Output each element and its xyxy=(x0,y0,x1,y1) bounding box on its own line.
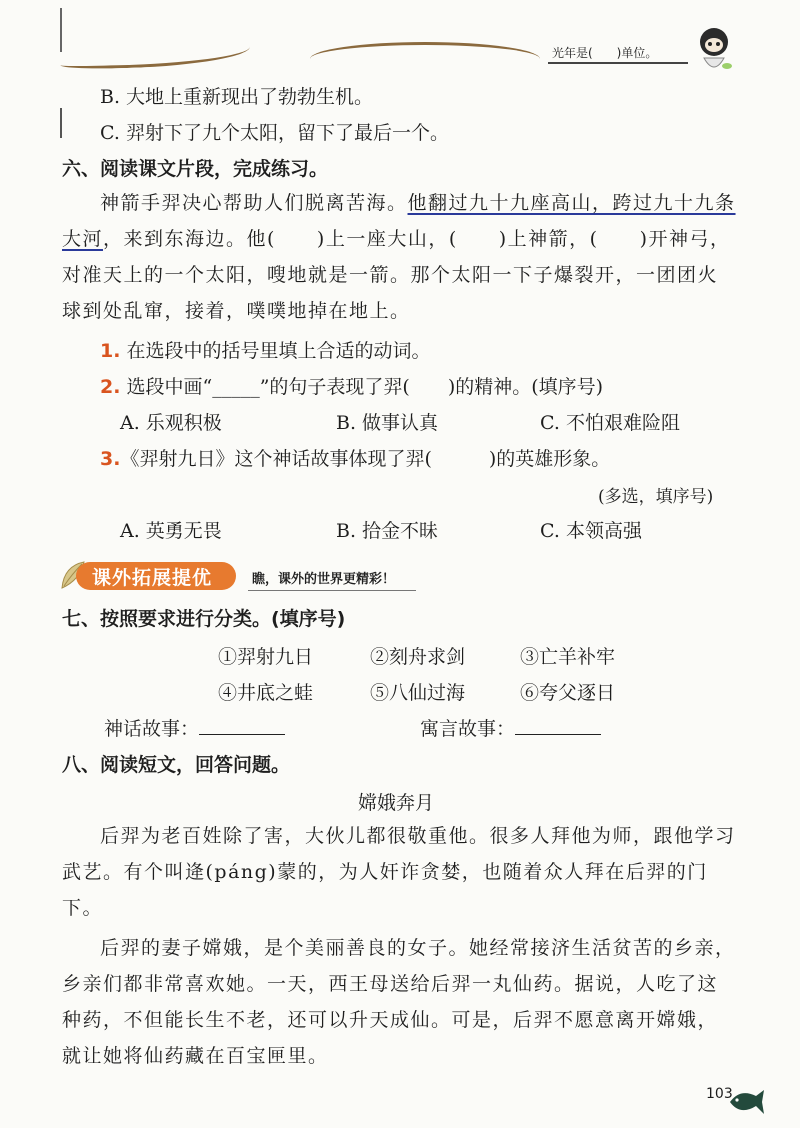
category-item-2: ②刻舟求剑 xyxy=(370,646,466,668)
q6-2-option-a: A. 乐观积极 xyxy=(120,412,222,434)
q6-2-option-b: B. 做事认真 xyxy=(336,412,439,434)
fish-icon xyxy=(726,1084,766,1118)
margin-mark xyxy=(60,8,62,52)
extension-banner-title: 课外拓展提优 xyxy=(92,567,213,589)
passage-6-part-b: ，来到东海边。他( )上一座大山，( )上神箭，( )开神弓，对准天上的一个太阳，嗖地就是一箭。那个太阳一下子爆裂开，一团团火球到处乱窜，接着，噗噗地掉在地上。 xyxy=(62,228,731,322)
q6-3: 3.《羿射九日》这个神话故事体现了羿( )的英雄形象。 xyxy=(100,448,611,470)
margin-mark xyxy=(60,108,62,138)
passage-6 xyxy=(62,185,738,329)
header-decoration-left xyxy=(60,37,251,71)
header-decoration-mid xyxy=(310,42,540,59)
section-6-title: 六、阅读课文片段，完成练习。 xyxy=(62,158,329,180)
banner-rule xyxy=(248,590,416,591)
myth-label: 神话故事： xyxy=(104,714,285,741)
story-title: 嫦娥奔月 xyxy=(358,792,435,814)
q5-option-b: B. 大地上重新现出了勃勃生机。 xyxy=(100,86,374,108)
story-paragraph-1: 后羿为老百姓除了害，大伙儿都很敬重他。很多人拜他为师，跟他学习武艺。有个叫逄(páng)蒙的，为人奸诈贪婪，也随着众人拜在后羿的门下。 xyxy=(62,825,736,919)
q5-option-c: C. 羿射下了九个太阳，留下了最后一个。 xyxy=(100,122,449,144)
category-item-1: ①羿射九日 xyxy=(218,646,314,668)
extension-banner-slogan: 瞧，课外的世界更精彩！ xyxy=(252,572,396,587)
section-7-title: 七、按照要求进行分类。(填序号) xyxy=(62,608,346,630)
passage-6-part-a: 神箭手羿决心帮助人们脱离苦海。 xyxy=(100,192,408,214)
category-item-3: ③亡羊补牢 xyxy=(520,646,616,668)
q6-1: 1. 在选段中的括号里填上合适的动词。 xyxy=(100,340,431,362)
section-8-title: 八、阅读短文，回答问题。 xyxy=(62,754,291,776)
category-item-4: ④井底之蛙 xyxy=(218,682,314,704)
q6-3-note: (多选，填序号) xyxy=(598,487,714,507)
category-item-6: ⑥夸父逐日 xyxy=(520,682,616,704)
fable-label: 寓言故事： xyxy=(420,714,601,741)
fable-answer-blank[interactable] xyxy=(515,716,601,735)
mascot-icon xyxy=(692,24,736,78)
header-right-text: 光年是( )单位。 xyxy=(552,46,658,60)
q6-3-option-b: B. 拾金不昧 xyxy=(336,520,439,542)
q6-3-option-c: C. 本领高强 xyxy=(540,520,642,542)
q6-3-option-a: A. 英勇无畏 xyxy=(120,520,222,542)
passage-6-underlined: 他翻过九十九座高山，跨过九十九条大河 xyxy=(62,192,736,250)
header-rule xyxy=(548,62,688,64)
category-item-5: ⑤八仙过海 xyxy=(370,682,466,704)
story-paragraph-2: 后羿的妻子嫦娥，是个美丽善良的女子。她经常接济生活贫苦的乡亲，乡亲们都非常喜欢她。一天，西王母送给后羿一丸仙药。据说，人吃了这种药，不但能长生不老，还可以升天成仙。可是，后羿不愿意离开嫦娥，就让她将仙药藏在百宝匣里。 xyxy=(62,937,736,1067)
q6-2: 2. 选段中画“_____”的句子表现了羿( )的精神。(填序号) xyxy=(100,376,604,398)
q6-2-option-c: C. 不怕艰难险阻 xyxy=(540,412,680,434)
myth-answer-blank[interactable] xyxy=(199,716,285,735)
page-number: 103 xyxy=(706,1086,733,1102)
